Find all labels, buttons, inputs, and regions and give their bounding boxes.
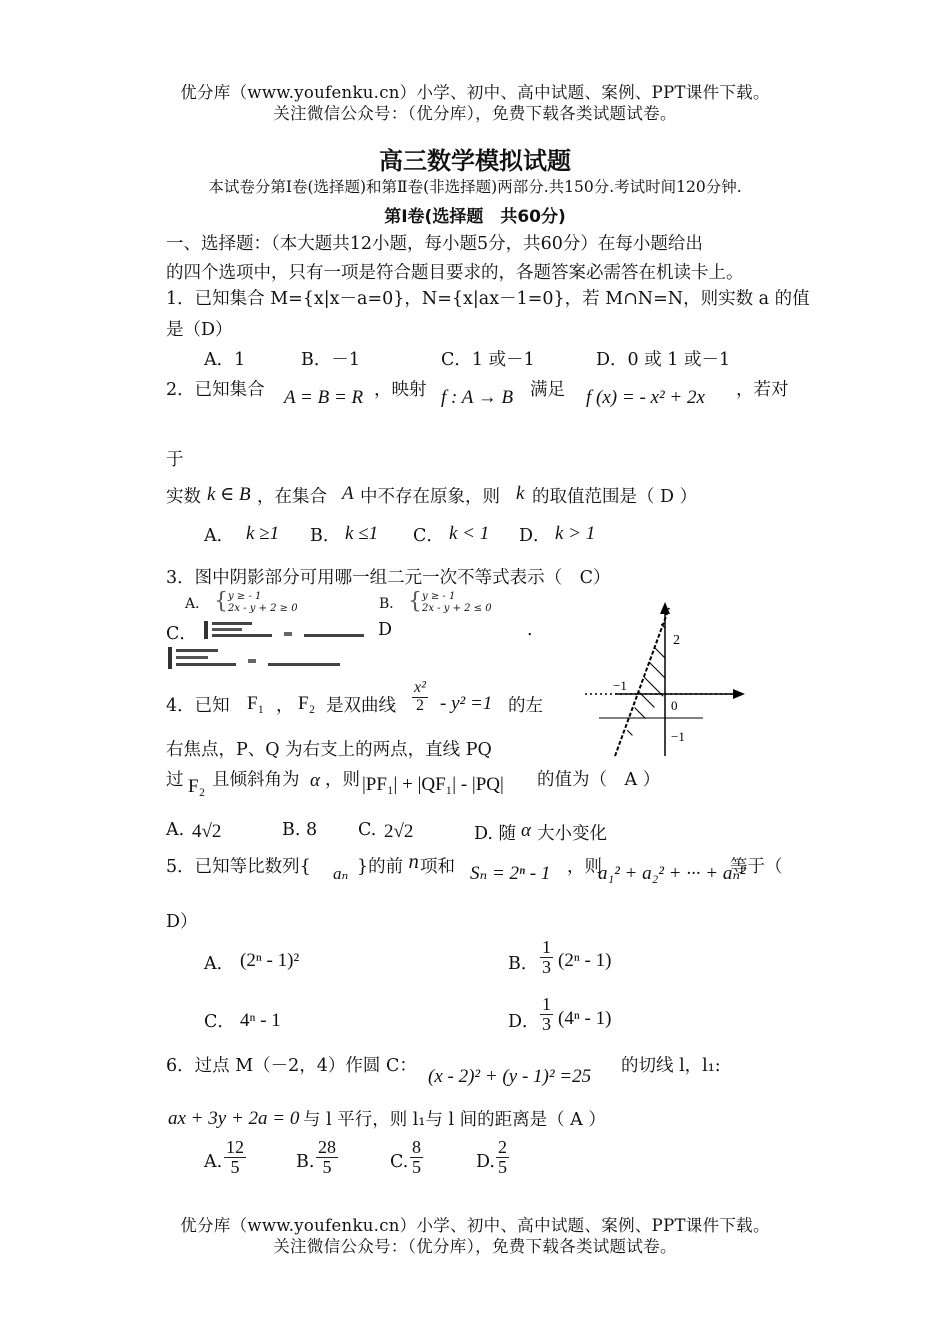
q6-option-b-frac <box>316 1138 338 1177</box>
q4-option-d-text: 大小变化 <box>537 824 607 844</box>
q5-text-5: 等于（ <box>730 857 783 877</box>
q5-sn: Sₙ = 2ⁿ - 1 <box>470 863 551 884</box>
q3-option-c: C． <box>166 624 197 644</box>
q2-option-c-math: k < 1 <box>449 523 490 544</box>
q4-text-3: 是双曲线 <box>326 696 396 716</box>
q4-option-c-math: 2√2 <box>384 821 414 842</box>
q5-text-1: 5．已知等比数列{ <box>166 857 311 877</box>
q4-text-5: 右焦点，P、Q 为右支上的两点，直线 PQ <box>166 740 492 760</box>
q1-option-b: B．－1 <box>301 350 360 370</box>
q2-math-sets: A = B = R <box>284 387 364 408</box>
q6-text-1: 6．过点 M（－2，4）作圆 C： <box>166 1056 417 1076</box>
q3-option-a: A． <box>185 596 210 612</box>
q6-line-eq: ax + 3y + 2a = 0 <box>168 1108 300 1129</box>
q2-text-2: ，映射 <box>374 380 427 400</box>
footer-line-1: 优分库（www.youfenku.cn）小学、初中、高中试题、案例、PPT课件下载。 <box>180 1216 770 1235</box>
q2-option-d-math: k > 1 <box>555 523 596 544</box>
q3-option-b: B． <box>379 596 404 612</box>
q4-frac-num: x² <box>414 679 426 696</box>
header-line-1: 优分库（www.youfenku.cn）小学、初中、高中试题、案例、PPT课件下载。 <box>180 83 770 102</box>
q3-option-d: D <box>378 620 393 640</box>
q3-option-b-line2: 2x - y + 2 ≤ 0 <box>422 603 492 614</box>
q2-math-k: k <box>516 483 525 504</box>
q4-option-b: B. 8 <box>282 820 318 840</box>
q6-text-3: 与 l 平行，则 l₁与 l 间的距离是（ A ） <box>303 1110 606 1130</box>
q6-option-d: D. <box>476 1152 495 1172</box>
q2-option-b-math: k ≤1 <box>345 523 379 544</box>
q6-option-a: A. <box>204 1152 223 1172</box>
header-line-2: 关注微信公众号：（优分库），免费下载各类试题试卷。 <box>273 104 677 123</box>
q4-text-9: 的值为（ A ） <box>537 770 661 790</box>
q4-text-8: ，则 <box>325 770 360 790</box>
q5-text-6: D） <box>166 912 198 932</box>
q1-stem-2: 是（D） <box>166 320 233 340</box>
q6-option-c-num: 8 <box>412 1137 421 1157</box>
q4-expression: |PF₁| + |QF₁| - |PQ| <box>362 774 504 795</box>
q5-option-c-math: 4ⁿ - 1 <box>240 1010 281 1031</box>
q6-option-d-den: 5 <box>498 1156 507 1177</box>
q5-option-b-math: (2ⁿ - 1) <box>558 950 612 971</box>
q3-trailing-dot: . <box>527 620 533 640</box>
q2-option-b: B． <box>310 526 341 546</box>
q6-option-c-den: 5 <box>412 1156 421 1177</box>
q5-option-a-math: (2ⁿ - 1)² <box>240 950 300 971</box>
q2-text-8: 中不存在原象，则 <box>360 487 500 507</box>
q6-text-2: 的切线 l，l₁: <box>621 1056 721 1076</box>
intro-line-1: 一、选择题：（本大题共12小题，每小题5分，共60分）在每小题给出 <box>166 234 703 254</box>
label-neg1-x: −1 <box>613 678 627 693</box>
q6-option-c-frac <box>410 1138 423 1177</box>
q6-option-d-frac <box>496 1138 509 1177</box>
q4-option-a-math: 4√2 <box>192 821 222 842</box>
q2-text-4: ，若对 <box>736 380 789 400</box>
label-0: 0 <box>671 698 678 713</box>
q2-text-1: 2．已知集合 <box>166 380 265 400</box>
q6-circle-eq: (x - 2)² + (y - 1)² =25 <box>428 1066 592 1087</box>
x-axis-arrow <box>733 689 745 699</box>
footer-line-2: 关注微信公众号：（优分库），免费下载各类试题试卷。 <box>273 1237 677 1256</box>
q4-option-c: C. <box>358 820 377 840</box>
section-heading: 第Ⅰ卷(选择题 共60分) <box>384 207 566 227</box>
q2-math-k-in-b: k ∈ B <box>207 484 251 505</box>
q1-option-d: D．0 或 1 或－1 <box>596 350 731 370</box>
q5-option-b-den: 3 <box>542 956 551 977</box>
q4-text-7: 且倾斜角为 <box>212 770 300 790</box>
q1-option-a: A．1 <box>204 350 246 370</box>
q1-option-c: C．1 或－1 <box>441 350 535 370</box>
q5-text-2: }的前 <box>357 857 404 877</box>
q3-stem: 3．图中阴影部分可用哪一组二元一次不等式表示（ C） <box>166 568 611 588</box>
q4-option-d: D. 随 <box>474 824 517 844</box>
q5-option-d: D． <box>508 1012 540 1032</box>
q5-option-b-frac <box>540 938 553 977</box>
q2-option-a: A． <box>204 526 235 546</box>
q2-math-func: f (x) = - x² + 2x <box>586 387 705 408</box>
q5-option-c: C． <box>204 1012 235 1032</box>
q2-text-9: 的取值范围是（ D ） <box>532 487 698 507</box>
q4-f1: F₁ <box>247 693 265 714</box>
q6-option-b-num: 28 <box>318 1137 336 1157</box>
q3-option-a-line2: 2x - y + 2 ≥ 0 <box>228 603 298 614</box>
subtitle: 本试卷分第Ⅰ卷(选择题)和第Ⅱ卷(非选择题)两部分.共150分.考试时间120分钟. <box>208 178 742 196</box>
q6-option-a-den: 5 <box>230 1156 240 1177</box>
q3-option-d-garbled <box>168 645 348 671</box>
q3-option-a-brace: { <box>214 589 228 614</box>
q4-option-d-alpha: α <box>521 820 531 841</box>
q2-text-3: 满足 <box>530 380 565 400</box>
q2-math-map: f : A → B <box>441 387 514 408</box>
q5-text-4: ，则 <box>567 857 602 877</box>
q3-option-c-garbled <box>204 619 376 641</box>
q4-f2-b: F₂ <box>188 776 206 797</box>
q5-n: n <box>408 853 420 873</box>
q4-alpha: α <box>310 770 320 791</box>
q1-stem: 1．已知集合 M={x|x－a=0}，N={x|ax－1=0}，若 M∩N=N，则实数 a 的值 <box>166 289 810 309</box>
q5-option-d-num: 1 <box>542 994 551 1014</box>
q2-text-7: ，在集合 <box>257 487 327 507</box>
q5-option-b-num: 1 <box>542 937 551 957</box>
shaded-region <box>585 598 735 758</box>
q5-an: aₙ <box>333 864 349 883</box>
label-2: 2 <box>673 633 680 648</box>
q4-frac-den: 2 <box>415 696 424 714</box>
q6-option-a-frac <box>224 1138 246 1177</box>
q6-option-c: C. <box>390 1152 409 1172</box>
q2-option-c: C． <box>413 526 444 546</box>
page-title: 高三数学模拟试题 <box>379 147 571 175</box>
q2-math-a: A <box>342 483 354 504</box>
intro-line-2: 的四个选项中，只有一项是符合题目要求的，各题答案必需答在机读卡上。 <box>166 263 744 283</box>
q6-option-b: B. <box>296 1152 315 1172</box>
q4-hyperbola-rest: - y² =1 <box>440 693 493 714</box>
q6-option-d-num: 2 <box>498 1137 507 1157</box>
q4-option-a: A. <box>166 820 185 840</box>
q3-option-a-line1: y ≥ - 1 <box>228 591 262 602</box>
q5-text-3: 项和 <box>420 857 455 877</box>
q6-option-b-den: 5 <box>322 1156 332 1177</box>
q5-sum-squares: a₁² + a₂² + ··· + aₙ² <box>598 863 746 884</box>
q3-option-b-brace: { <box>408 589 422 614</box>
q2-option-a-math: k ≥1 <box>246 523 280 544</box>
q4-text-6: 过 <box>166 770 184 790</box>
q4-text-4: 的左 <box>508 696 543 716</box>
q4-text-1: 4．已知 <box>166 696 230 716</box>
q5-option-d-math: (4ⁿ - 1) <box>558 1008 612 1029</box>
q4-hyperbola-fraction <box>412 680 428 715</box>
q6-option-a-num: 12 <box>226 1137 244 1157</box>
q5-option-b: B． <box>508 954 539 974</box>
q5-option-d-frac <box>540 995 553 1034</box>
q3-option-b-line1: y ≥ - 1 <box>422 591 456 602</box>
q5-option-d-den: 3 <box>542 1013 551 1034</box>
q4-f2: F₂ <box>298 693 316 714</box>
q2-option-d: D． <box>519 526 551 546</box>
q2-text-5: 于 <box>166 450 184 470</box>
q2-text-6: 实数 <box>166 487 201 507</box>
q5-option-a: A． <box>204 954 235 974</box>
q4-text-2: ， <box>276 696 294 716</box>
label-neg1-y: −1 <box>671 729 685 744</box>
q3-region-graph <box>585 598 755 758</box>
